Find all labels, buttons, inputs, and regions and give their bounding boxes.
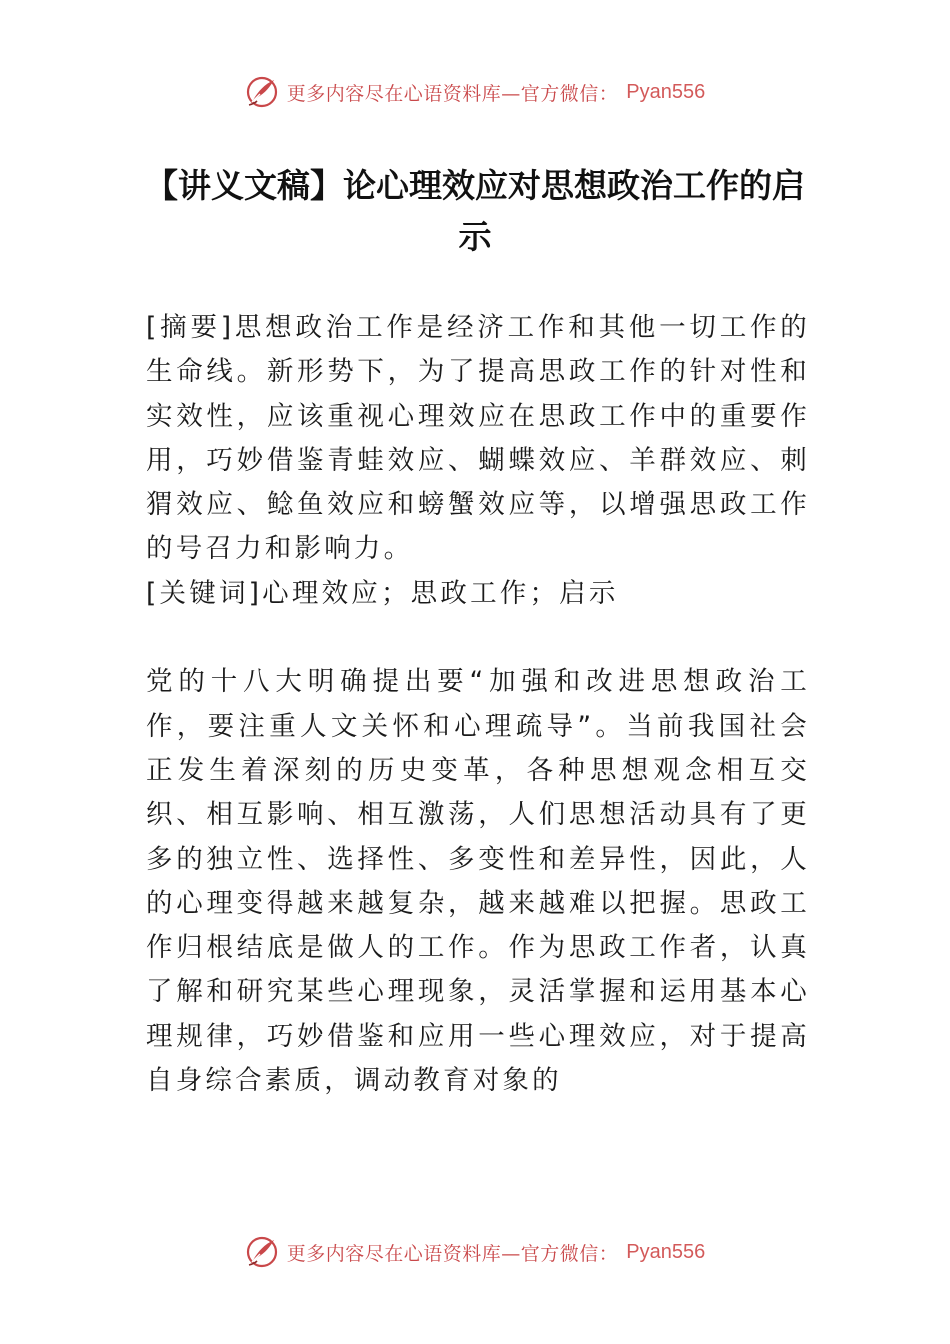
feather-pen-logo-icon <box>245 75 279 109</box>
document-title: 【讲义文稿】论心理效应对思想政治工作的启示 <box>145 166 805 256</box>
footer-watermark <box>0 1232 950 1272</box>
header-watermark <box>0 72 950 112</box>
keywords-paragraph: [关键词]心理效应；思政工作；启示 <box>146 577 619 609</box>
watermark-text: 更多内容尽在心语资料库—官方微信： <box>286 82 619 105</box>
abstract-paragraph: [摘要]思想政治工作是经济工作和其他一切工作的生命线。新形势下，为了提高思政工作的针对性和实效性，应该重视心理效应在思政工作中的重要作用，巧妙借鉴青蛙效应、蝴蝶效应、羊群效应、刺猬效应、鲶鱼效应和螃蟹效应等，以增强思政工作的号召力和影响力。 <box>146 312 810 565</box>
watermark-wechat-id: Pyan556 <box>626 80 706 103</box>
feather-pen-logo-icon <box>245 1235 279 1269</box>
body-paragraph: 党的十八大明确提出要“加强和改进思想政治工作，要注重人文关怀和心理疏导”。当前我国社会正发生着深刻的历史变革，各种思想观念相互交织、相互影响、相互激荡，人们思想活动具有了更多的独立性、选择性、多变性和差异性，因此，人的心理变得越来越复杂，越来越难以把握。思政工作归根结底是做人的工作。作为思政工作者，认真了解和研究某些心理现象，灵活掌握和运用基本心理规律，巧妙借鉴和应用一些心理效应，对于提高自身综合素质，调动教育对象的 <box>146 666 810 1097</box>
watermark-text: 更多内容尽在心语资料库—官方微信： <box>286 1242 619 1265</box>
watermark-wechat-id: Pyan556 <box>626 1240 706 1263</box>
document-content <box>146 306 810 1103</box>
